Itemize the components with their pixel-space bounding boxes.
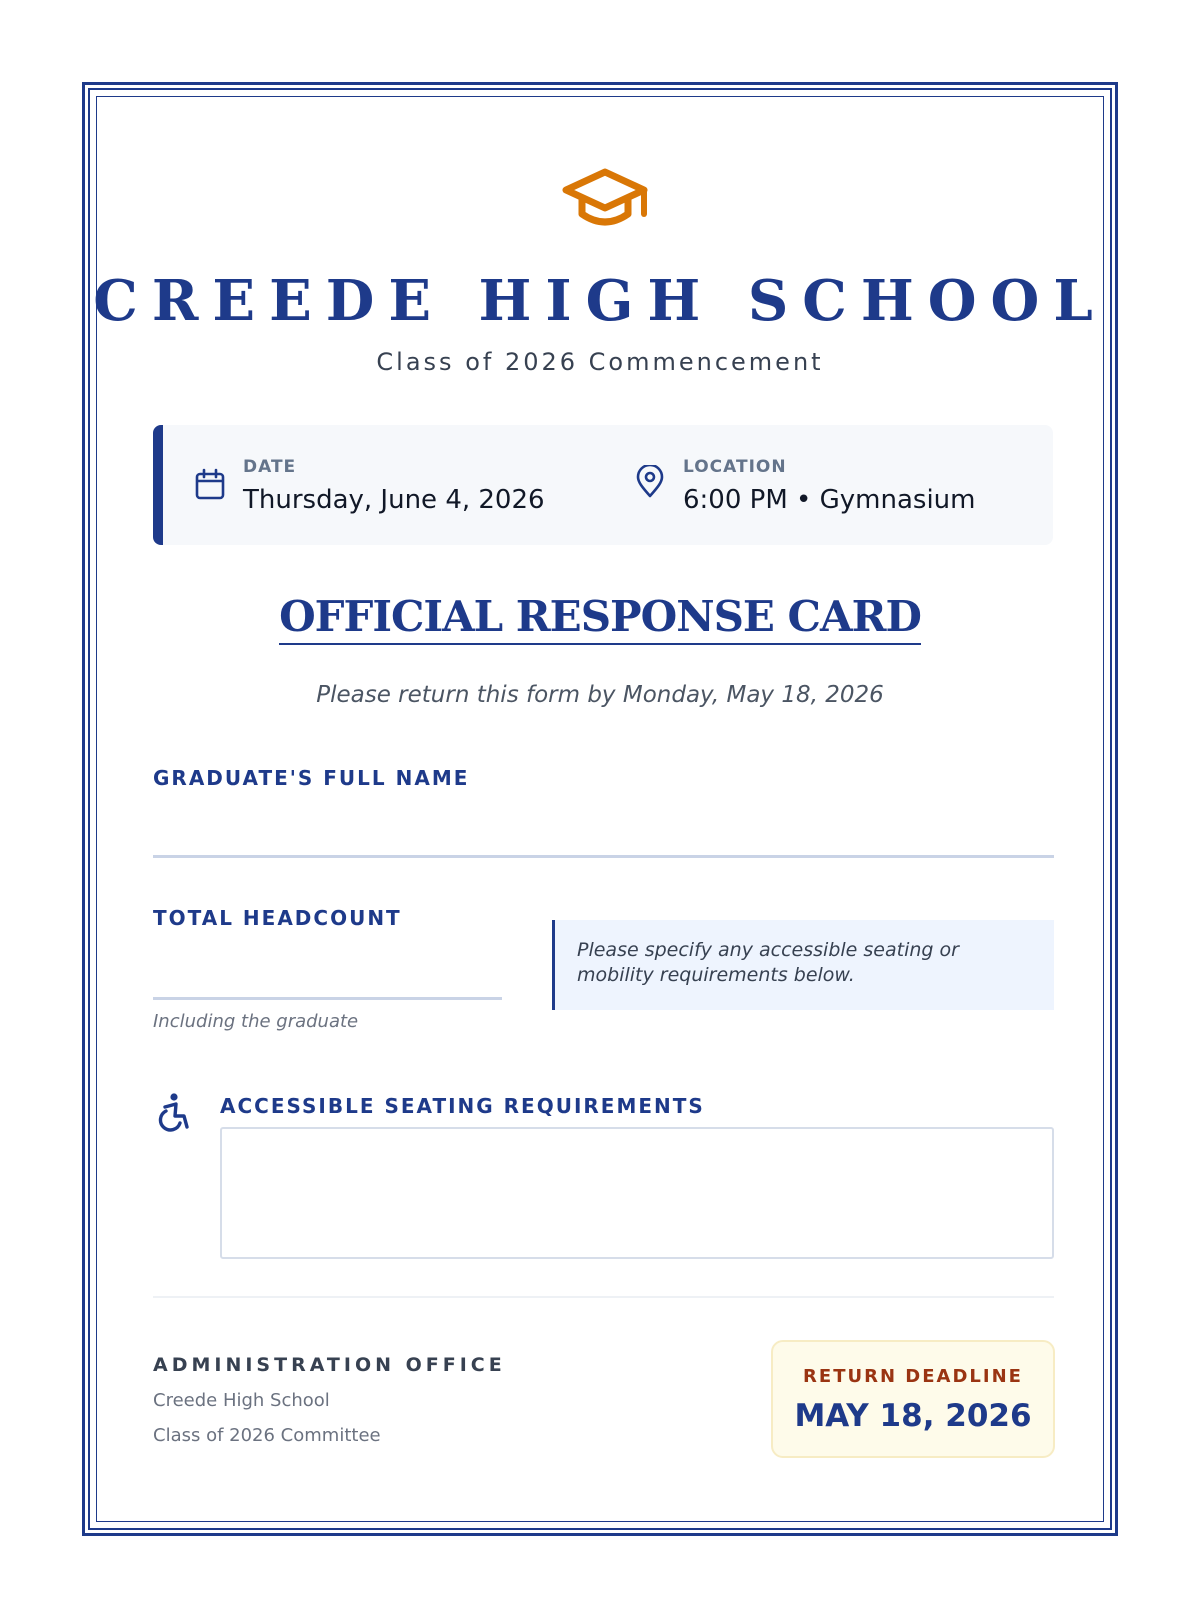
headcount-label: TOTAL HEADCOUNT: [153, 906, 402, 930]
deadline-badge: [771, 1340, 1055, 1458]
seating-requirements-input[interactable]: [220, 1127, 1054, 1259]
location-label: LOCATION: [683, 457, 787, 477]
headcount-field[interactable]: [153, 997, 502, 1000]
graduation-cap-icon: [560, 164, 650, 234]
school-name: CREEDE HIGH SCHOOL: [93, 268, 1107, 334]
deadline-label: RETURN DEADLINE: [803, 1366, 1023, 1387]
footer-divider: [153, 1296, 1054, 1298]
deadline-date: MAY 18, 2026: [794, 1398, 1032, 1434]
date-value: Thursday, June 4, 2026: [243, 485, 545, 515]
accessibility-note: Please specify any accessible seating or mobility requirements below.: [552, 920, 1054, 1010]
location-value: 6:00 PM • Gymnasium: [683, 485, 976, 515]
return-note: Please return this form by Monday, May 18, 2026: [316, 682, 884, 708]
seating-label: ACCESSIBLE SEATING REQUIREMENTS: [220, 1094, 705, 1118]
office-line-school: Creede High School: [153, 1390, 330, 1411]
name-label: GRADUATE'S FULL NAME: [153, 766, 470, 790]
card-title-text: OFFICIAL RESPONSE CARD: [279, 592, 921, 645]
card-title: [0, 592, 1200, 645]
office-line-committee: Class of 2026 Committee: [153, 1425, 381, 1446]
office-title: ADMINISTRATION OFFICE: [153, 1354, 506, 1376]
calendar-icon: [193, 467, 227, 501]
commencement-subtitle: Class of 2026 Commencement: [376, 348, 824, 376]
headcount-hint: Including the graduate: [153, 1011, 359, 1032]
event-info-panel: [153, 425, 1053, 545]
name-field[interactable]: [153, 855, 1054, 858]
accessibility-icon: [152, 1092, 192, 1132]
date-label: DATE: [243, 457, 297, 477]
map-pin-icon: [633, 465, 667, 499]
